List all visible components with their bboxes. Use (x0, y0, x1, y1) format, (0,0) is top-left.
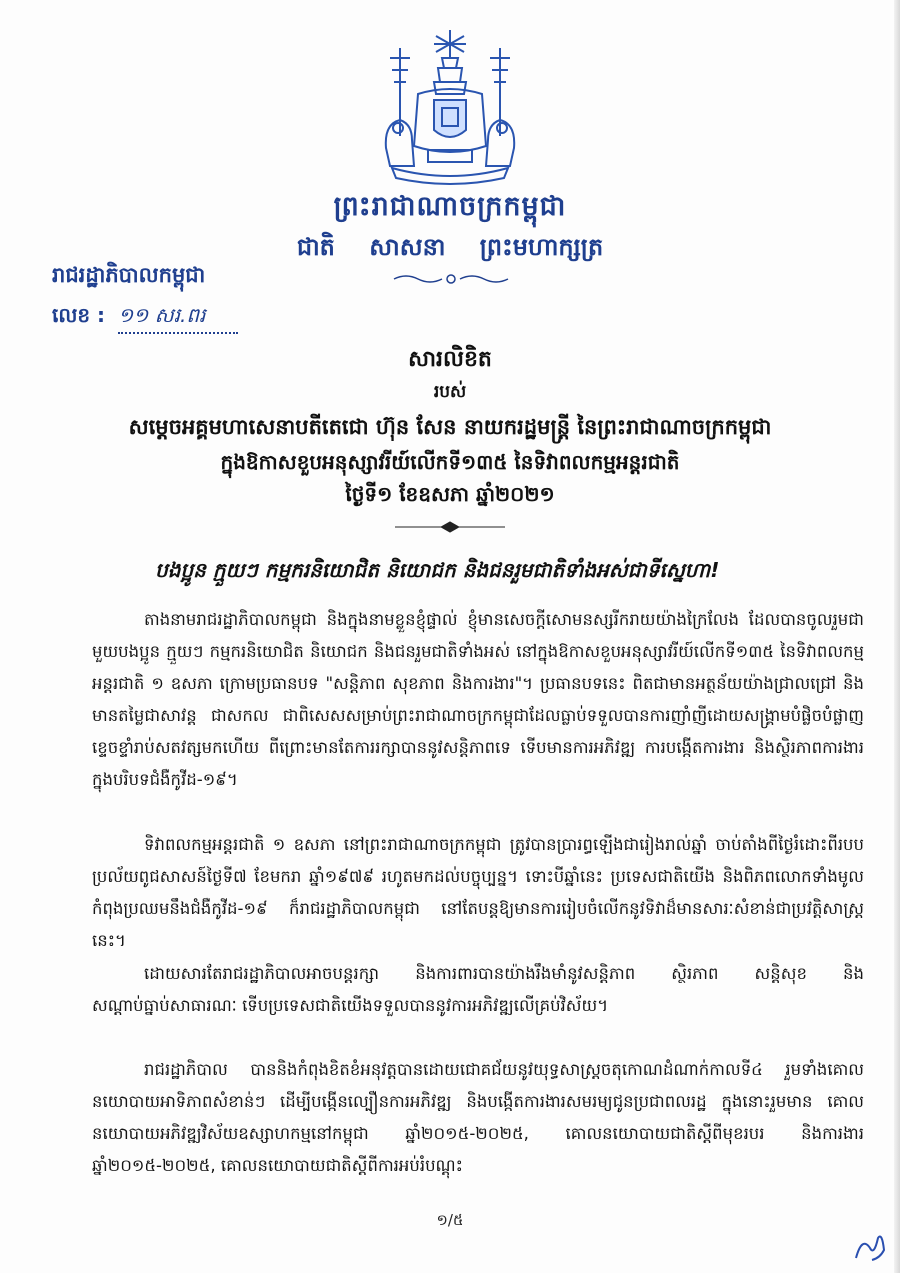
royal-coat-of-arms-emblem (378, 28, 523, 188)
title-separator-ornament (395, 521, 505, 533)
body-paragraph: ទិវាពលកម្មអន្តរជាតិ ១ ឧសភា នៅព្រះរាជាណាចក្រកម្ពុជា ត្រូវបានប្រារព្ធឡើងជារៀងរាល់ឆ្នាំ ចាប់តាំងពីថ្ងៃរំដោះពីរបបប្រល័យពូជសាសន៍ថ្ងៃទី៧ ខែមករា ឆ្នាំ១៩៧៩ រហូតមកដល់បច្ចុប្បន្ន។ ទោះបីឆ្នាំនេះ ប្រទេសជាតិយើង និងពិភពលោកទាំងមូលកំពុងប្រឈមនឹងជំងឺកូវីដ-១៩ ក៏រាជរដ្ឋាភិបាលកម្ពុជា នៅតែបន្តឱ្យមានការរៀបចំលើកនូវទិវាដ៏មានសារៈសំខាន់ជាប្រវត្តិសាស្ត្រនេះ។ (92, 835, 864, 950)
national-motto: ជាតិ សាសនា ព្រះមហាក្សត្រ (296, 233, 604, 261)
body-paragraph: តាងនាមរាជរដ្ឋាភិបាលកម្ពុជា និងក្នុងនាមខ្លួនខ្ញុំផ្ទាល់ ខ្ញុំមានសេចក្តីសោមនស្សរីករាយយ៉ាងក្រៃលែង ដែលបានចូលរួមជាមួយបងប្អូន ក្មួយៗ កម្មករនិយោជិត និយោជក និងជនរួមជាតិទាំងអស់ នៅក្នុងឱកាសខួបអនុស្សាវរីយ៍លើកទី១៣៥ នៃទិវាពលកម្មអន្តរជាតិ ១ ឧសភា ក្រោមប្រធានបទ "សន្តិភាព សុខភាព និងការងារ"។ ប្រធានបទនេះ ពិតជាមានអត្ថន័យយ៉ាងជ្រាលជ្រៅ និងមានតម្លៃជាសាវន្ត ជាសកល ជាពិសេសសម្រាប់ព្រះរាជាណាចក្រកម្ពុជាដែលធ្លាប់ទទួលបានការញាំញីដោយសង្គ្រាមបំផ្លិចបំផ្លាញខ្ទេចខ្ទាំរាប់សតវត្សមកហើយ ពីព្រោះមានតែការរក្សាបាននូវសន្តិភាពទេ ទើបមានការអភិវឌ្ឍ ការបង្កើតការងារ និងស្ថិរភាពការងារក្នុងបរិបទជំងឺកូវីដ-១៩។ (92, 610, 864, 789)
motto-ornament-divider (392, 272, 510, 286)
reference-number-line (52, 302, 238, 334)
document-title: សារលិខិត (408, 347, 492, 372)
kingdom-title: ព្រះរាជាណាចក្រកម្ពុជា (333, 191, 567, 222)
body-paragraph: រាជរដ្ឋាភិបាល បាននិងកំពុងខិតខំអនុវត្តបានដោយជោគជ័យនូវយុទ្ធសាស្ត្រចតុកោណដំណាក់កាលទី៤ រួមទាំងគោលនយោបាយអាទិភាពសំខាន់ៗ ដើម្បីបង្កើនល្បឿនការអភិវឌ្ឍ និងបង្កើតការងារសមរម្យជូនប្រជាពលរដ្ឋ ក្នុងនោះរួមមាន គោលនយោបាយអភិវឌ្ឍវិស័យឧស្សាហកម្មនៅកម្ពុជា ឆ្នាំ២០១៥-២០២៥, គោលនយោបាយជាតិស្តីពីមុខរបរ និងការងារ ឆ្នាំ២០១៥-២០២៥, គោលនយោបាយជាតិស្តីពីការអប់រំបណ្តុះ (92, 1060, 864, 1175)
handwritten-initial-mark (852, 1228, 888, 1264)
document-author: សម្តេចអគ្គមហាសេនាបតីតេជោ ហ៊ុន សែន នាយករដ្ឋមន្ត្រី នៃព្រះរាជាណាចក្រកម្ពុជា (128, 415, 772, 439)
scan-edge-shadow (894, 0, 900, 1273)
reference-number: ១១ សរ.ពរ (118, 302, 238, 334)
reference-label: លេខ : (52, 303, 106, 327)
page-number: ១/៥ (436, 1211, 464, 1229)
salutation: បងប្អូន ក្មួយៗ កម្មករនិយោជិត និយោជក និងជនរួមជាតិទាំងអស់ជាទីស្នេហា! (155, 558, 720, 582)
issuing-government: រាជរដ្ឋាភិបាលកម្ពុជា (52, 263, 206, 287)
body-paragraph: ដោយសារតែរាជរដ្ឋាភិបាលអាចបន្តរក្សា និងការពារបានយ៉ាងរឹងមាំនូវសន្តិភាព ស្ថិរភាព សន្តិសុខ និងសណ្តាប់ធ្នាប់សាធារណៈ ទើបប្រទេសជាតិយើងទទួលបាននូវការអភិវឌ្ឍលើគ្រប់វិស័យ។ (92, 964, 864, 1015)
document-date: ថ្ងៃទី១ ខែឧសភា ឆ្នាំ២០២១ (345, 482, 555, 506)
document-title-of: របស់ (433, 382, 467, 402)
document-occasion: ក្នុងឱកាសខួបអនុស្សាវរីយ៍លើកទី១៣៥ នៃទិវាពលកម្មអន្តរជាតិ (220, 450, 680, 474)
